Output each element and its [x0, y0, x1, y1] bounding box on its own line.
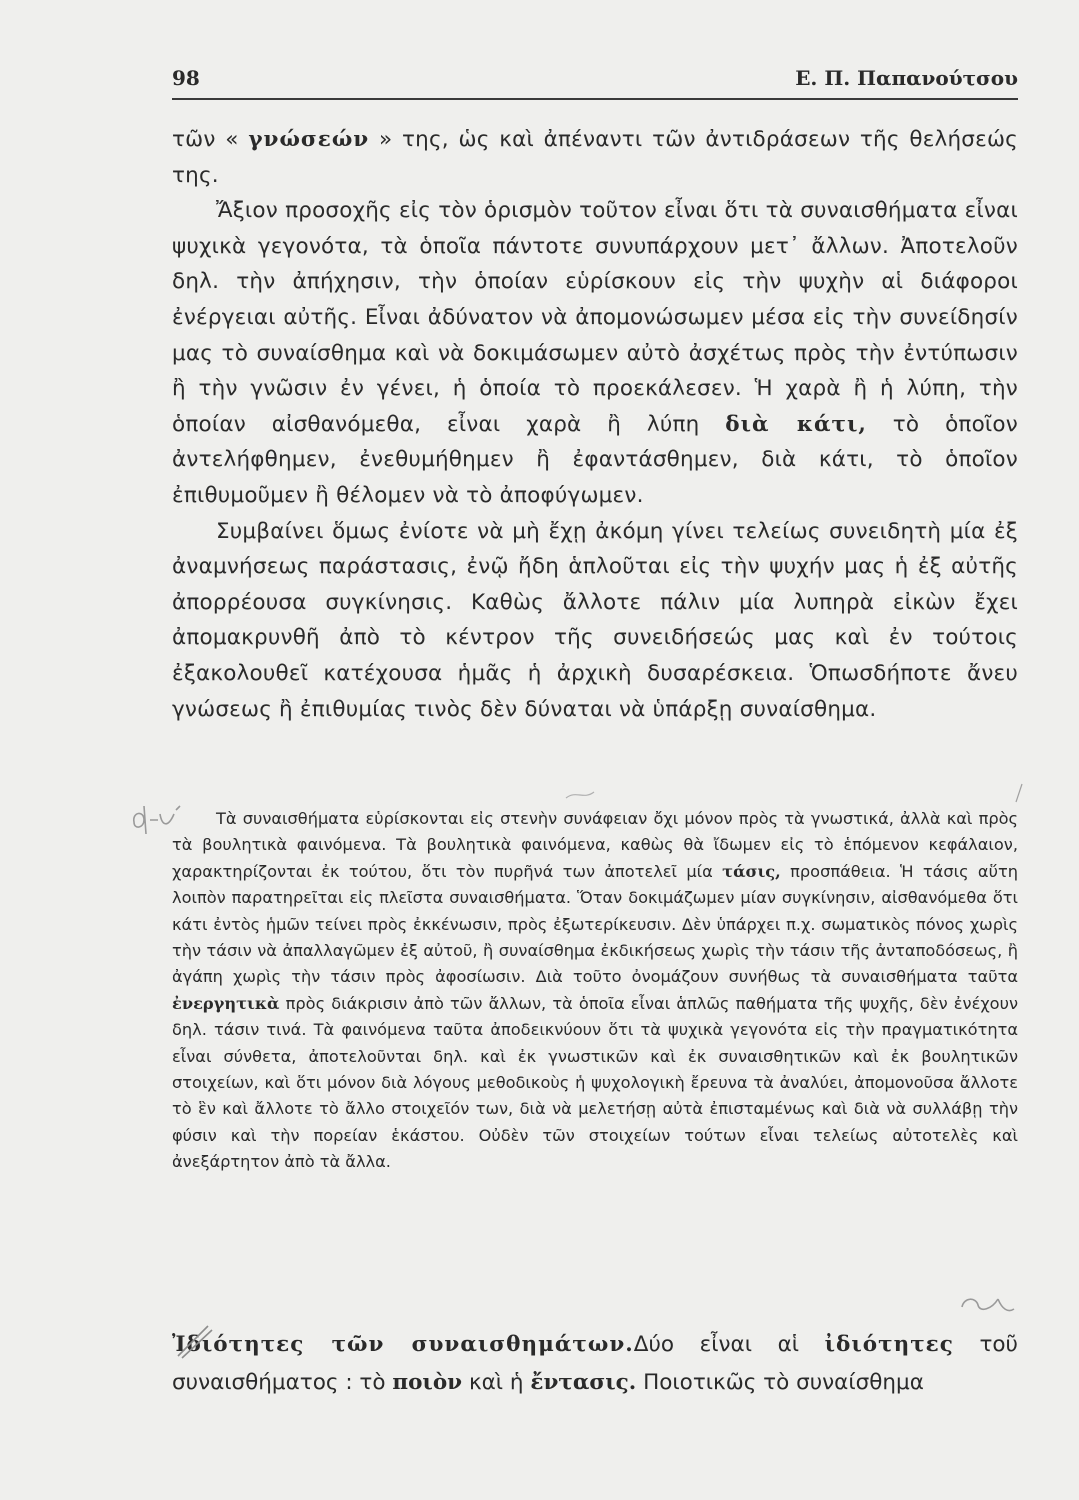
section-text-c: τοῦ συναισθήματος : τὸ — [172, 1332, 1018, 1395]
p2-text-c: τὸ ὁποῖον ἀντελήφθημεν, ἐνεθυμήθημεν ἢ ἐφαντάσθημεν, διὰ κάτι, τὸ ὁποῖον ἐπιθυμοῦμεν ἢ θέλομεν νὰ τὸ ἀποφύγωμεν. — [172, 411, 1018, 508]
section-text-g: Ποιοτικῶς τὸ συναίσθημα — [643, 1370, 924, 1395]
section-emphasis-entasis: ἔντασις. — [530, 1370, 637, 1395]
note-text-e: πρὸς διάκρισιν ἀπὸ τῶν ἄλλων, τὰ ὁποῖα εἶναι ἁπλῶς παθήματα τῆς ψυχῆς, δὲν ἐνέχουν δηλ. τάσιν τινά. Τὰ φαινόμενα ταῦτα ἀποδεικνύουν ὅτι τὰ ψυχικὰ γεγονότα εἰς τὴν πραγματικότητα εἶναι σύνθετα, ἀποτελοῦνται δηλ. καὶ ἐκ γνωστικῶν καὶ ἐκ συναισθητικῶν καὶ ἐκ βουλητικῶν στοιχείων, καὶ ὅτι μόνον διὰ λόγους μεθοδικοὺς ἡ ψυχολογικὴ ἔρευνα τὰ ἀναλύει, ἀπομονοῦσα ἄλλοτε τὸ ἓν καὶ ἄλλοτε τὸ ἄλλο στοιχεῖόν των, διὰ νὰ μελετήσῃ αὐτὰ ἐπισταμένως καὶ διὰ νὰ συλλάβῃ τὴν φύσιν καὶ τὴν πορείαν ἑκάστου. Οὐδὲν τῶν στοιχείων τούτων εἶναι τελείως αὐτοτελὲς καὶ ἀνεξάρτητον ἀπὸ τὰ ἄλλα. — [172, 993, 1018, 1172]
handwritten-margin-note-right — [958, 1285, 1018, 1325]
small-print-note — [172, 806, 1018, 1176]
note-paragraph — [172, 806, 1018, 1176]
section-emphasis-poion: ποιὸν — [392, 1370, 463, 1395]
page-header — [172, 64, 1018, 100]
note-text-a: Τὰ συναισθήματα εὑρίσκονται εἰς στενὴν συνάφειαν ὄχι μόνον πρὸς τὰ γνωστικά, ἀλλὰ καὶ πρὸς τὰ βουλητικὰ φαινόμενα. Τὰ βουλητικὰ φαινόμενα, καθὼς θὰ ἴδωμεν εἰς τὸ ἑπόμενον κεφάλαιον, χαρακτηρίζονται ἐκ τούτου, ὅτι τὸν πυρῆνά των ἀποτελεῖ μία — [172, 809, 1018, 881]
note-text-c: προσπάθεια. Ἡ τάσις αὕτη λοιπὸν παρατηρεῖται εἰς πλεῖστα συναισθήματα. Ὅταν δοκιμάζωμεν μίαν συγκίνησιν, αἰσθανόμεθα ὅτι κάτι ἐντὸς ἡμῶν τείνει πρὸς ἐκκένωσιν, πρὸς ἐξωτερίκευσιν. Δὲν ὑπάρχει π.χ. σωματικὸς πόνος χωρὶς τὴν τάσιν νὰ ἀπαλλαγῶμεν ἐξ αὐτοῦ, ἢ συναίσθημα ἐκδικήσεως χωρὶς τὴν τάσιν τῆς ἀνταποδόσεως, ἢ ἀγάπη χωρὶς τὴν τάσιν πρὸς ἀφοσίωσιν. Διὰ τοῦτο ὀνομάζουν συνήθως τὰ συναισθήματα ταῦτα — [172, 861, 1018, 987]
section-text-e: καὶ ἡ — [468, 1370, 524, 1395]
note-emphasis-tasis: τάσις, — [722, 861, 781, 881]
paragraph-3: Συμβαίνει ὅμως ἐνίοτε νὰ μὴ ἔχῃ ἀκόμη γίνει τελείως συνειδητὴ μία ἐξ ἀναμνήσεως παράστασις, ἐνῷ ἤδη ἁπλοῦται εἰς τὴν ψυχήν μας ἡ ἐξ αὐτῆς ἀπορρέουσα συγκίνησις. Καθὼς ἄλλοτε πάλιν μία λυπηρὰ εἰκὼν ἔχει ἀπομακρυνθῆ ἀπὸ τὸ κέντρον τῆς συνειδήσεώς μας καὶ ἐν τούτοις ἐξακολουθεῖ κατέχουσα ἡμᾶς ἡ ἀρχικὴ δυσαρέσκεια. Ὁπωσδήποτε ἄνευ γνώσεως ἢ ἐπιθυμίας τινὸς δὲν δύναται νὰ ὑπάρξῃ συναίσθημα. — [172, 518, 1018, 722]
section-emphasis-idiotites: ἰδιότητες — [824, 1332, 954, 1357]
paragraph-2 — [172, 193, 1018, 513]
pencil-tick — [1010, 778, 1030, 808]
p2-text-a: Ἄξιον προσοχῆς εἰς τὸν ὁρισμὸν τοῦτον εἶναι ὅτι τὰ συναισθήματα εἶναι ψυχικὰ γεγονότα, τὰ ὁποῖα πάντοτε συνυπάρχουν μετ᾿ ἄλλων. Ἀποτελοῦν δηλ. τὴν ἀπήχησιν, τὴν ὁποίαν εὑρίσκουν εἰς τὴν ψυχὴν αἱ διάφοροι ἐνέργειαι αὐτῆς. Εἶναι ἀδύνατον νὰ ἀπομονώσωμεν μέσα εἰς τὴν συνείδησίν μας τὸ συναίσθημα καὶ νὰ δοκιμάσωμεν αὐτὸ ἀσχέτως πρὸς τὴν ἐντύπωσιν ἢ τὴν γνῶσιν ἐν γένει, ἡ ὁποία τὸ προεκάλεσεν. Ἡ χαρὰ ἢ ἡ λύπη, τὴν ὁποίαν αἰσθανόμεθα, εἶναι χαρὰ ἢ λύπη — [172, 198, 1018, 437]
p1-text-a: τῶν « — [172, 127, 239, 152]
section-paragraph — [172, 1326, 1018, 1402]
page-number: 98 — [172, 66, 200, 90]
paragraph-1 — [172, 122, 1018, 193]
note-emphasis-energetika: ἐνεργητικὰ — [172, 993, 280, 1013]
main-body — [172, 122, 1018, 727]
handwritten-margin-note-left — [128, 800, 184, 836]
section-start — [172, 1326, 1018, 1402]
running-head: Ε. Π. Παπανούτσου — [795, 66, 1018, 90]
p1-emphasis: γνώσεών — [248, 127, 370, 152]
p1-text-c: » της, ὡς καὶ ἀπέναντι τῶν ἀντιδράσεων τῆς θελήσεώς της. — [172, 127, 1018, 188]
section-text-a: Δύο εἶναι αἱ — [633, 1332, 800, 1357]
pencil-mark-small — [560, 780, 600, 804]
section-heading: Ἰδιότητες τῶν συναισθημάτων. — [172, 1332, 634, 1357]
pencil-stroke-heading — [174, 1322, 214, 1362]
p2-emphasis: διὰ κάτι, — [725, 411, 867, 437]
